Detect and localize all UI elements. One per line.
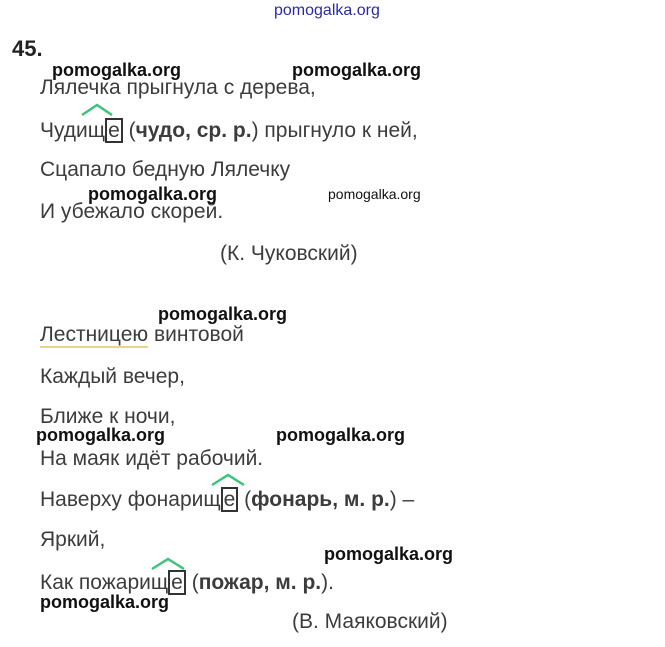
poem1-line3: Сцапало бедную Лялечку xyxy=(40,158,291,181)
poem2-author: (В. Маяковский) xyxy=(292,610,448,633)
poem2-line1-rest: винтовой xyxy=(148,323,244,346)
poem2-line7-word: Как пожарищ xyxy=(40,571,169,594)
exercise-number: 45. xyxy=(12,36,43,61)
poem2-line5 xyxy=(40,487,414,512)
watermark-top: pomogalka.org xyxy=(274,2,380,19)
watermark: pomogalka.org xyxy=(40,592,170,612)
paren-open: ( xyxy=(238,488,252,511)
poem2-line3: Ближе к ночи, xyxy=(40,405,176,428)
poem1-line2-rest: ) прыгнуло к ней, xyxy=(251,119,418,142)
root-arc-mark xyxy=(150,557,186,571)
poem2-line5-word: Наверху фонарищ xyxy=(40,488,221,511)
root-arc-mark xyxy=(210,473,246,487)
underlined-word: Лестницею xyxy=(40,323,149,346)
ending-box: е xyxy=(168,570,186,595)
poem2-line7-rest: ). xyxy=(321,571,334,594)
paren-open: ( xyxy=(185,571,199,594)
watermark: pomogalka.org xyxy=(52,60,182,80)
watermark: pomogalka.org xyxy=(324,544,454,564)
poem2-line1 xyxy=(40,323,244,347)
poem2-line5-rest: ) – xyxy=(389,488,415,511)
watermark: pomogalka.org xyxy=(158,304,288,324)
poem2-line6: Яркий, xyxy=(40,528,106,551)
grammar-note: чудо, ср. р. xyxy=(135,119,252,142)
watermark: pomogalka.org xyxy=(292,60,422,80)
poem1-line1: Лялечка прыгнула с дерева, xyxy=(40,76,316,99)
poem2-line2: Каждый вечер, xyxy=(40,365,185,388)
grammar-note: фонарь, м. р. xyxy=(251,488,390,511)
poem1-line4: И убежало скорей. xyxy=(40,200,224,223)
poem1-line2-word: Чудищ xyxy=(40,119,106,142)
paren-open: ( xyxy=(122,119,136,142)
poem1-author: (К. Чуковский) xyxy=(220,242,358,265)
grammar-note: пожар, м. р. xyxy=(198,571,322,594)
watermark: pomogalka.org xyxy=(328,186,421,202)
poem1-line2 xyxy=(40,118,418,143)
watermark: pomogalka.org xyxy=(88,184,218,204)
ending-box: е xyxy=(105,118,123,143)
poem2-line4: На маяк идёт рабочий. xyxy=(40,447,264,470)
root-arc-mark xyxy=(80,103,114,117)
ending-box: е xyxy=(221,487,239,512)
watermark: pomogalka.org xyxy=(36,425,166,445)
watermark: pomogalka.org xyxy=(276,425,406,445)
